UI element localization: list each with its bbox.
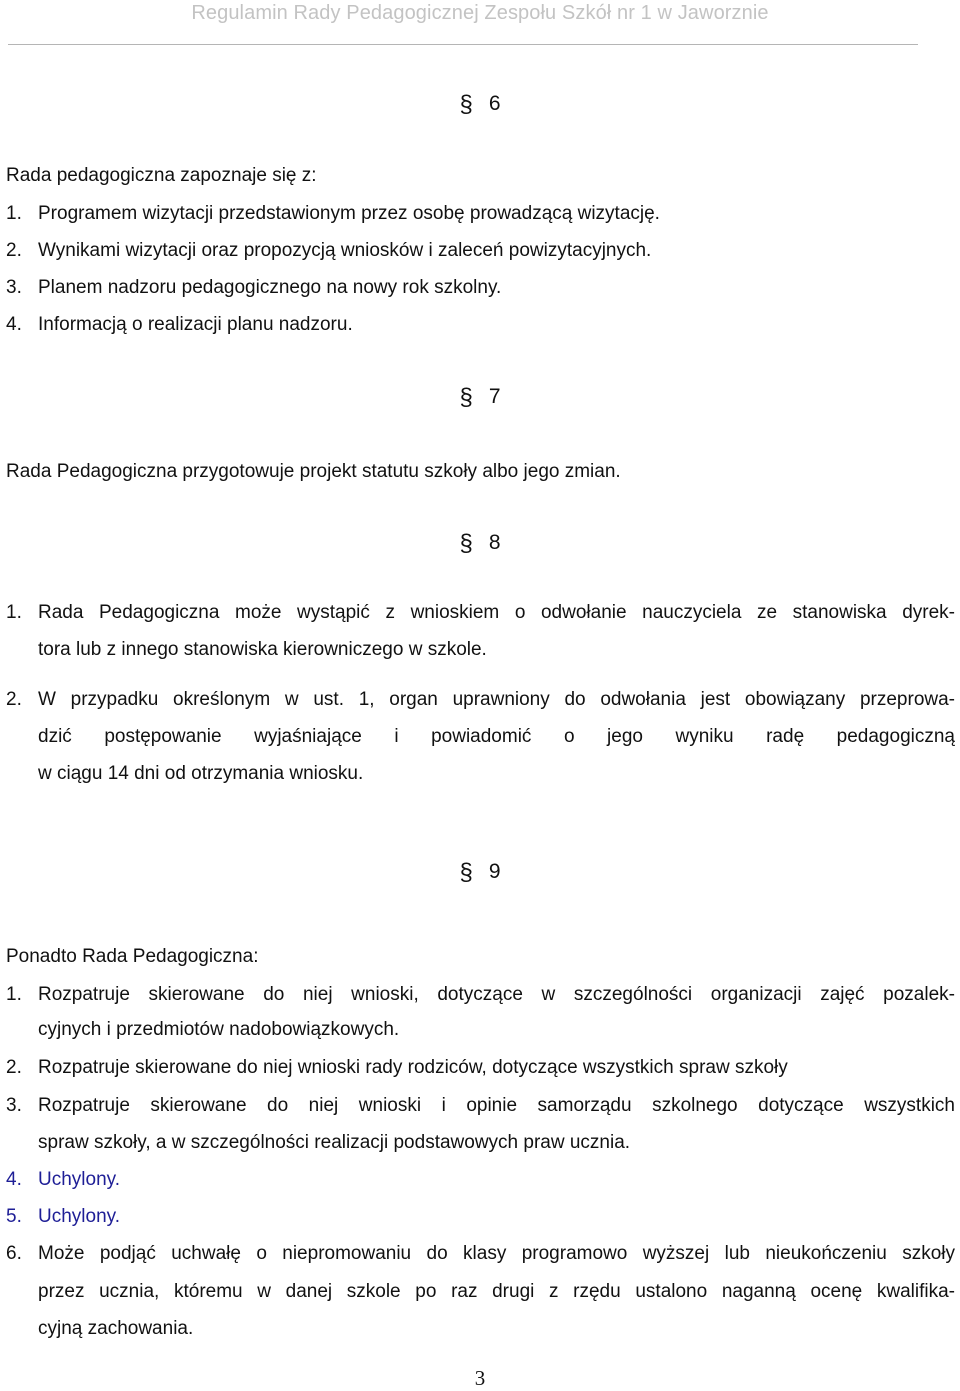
- list-item-number: 4.: [6, 314, 22, 335]
- list-item-number: 1.: [6, 203, 22, 224]
- section-symbol: §: [459, 859, 473, 886]
- list-item-text: cyjną zachowania.: [38, 1318, 194, 1339]
- section-6-intro: Rada pedagogiczna zapoznaje się z:: [6, 165, 317, 186]
- list-item-text: dzić postępowanie wyjaśniające i powiadomić o jego wyniku radę pedagogiczną: [38, 726, 955, 747]
- list-item-text: Wynikami wizytacji oraz propozycją wniosków i zaleceń powizytacyjnych.: [38, 240, 652, 261]
- list-item-text: w ciągu 14 dni od otrzymania wniosku.: [38, 763, 364, 784]
- list-item-number: 2.: [6, 1057, 22, 1078]
- list-item-text: Informacją o realizacji planu nadzoru.: [38, 314, 353, 335]
- running-header: Regulamin Rady Pedagogicznej Zespołu Szkół nr 1 w Jaworznie: [191, 2, 769, 24]
- list-item-text: Rozpatruje skierowane do niej wnioski, dotyczące w szczególności organizacji zajęć pozalek-: [38, 984, 955, 1005]
- section-8-heading: [0, 531, 960, 556]
- list-item-text: Rozpatruje skierowane do niej wnioski rady rodziców, dotyczące wszystkich spraw szkoły: [38, 1057, 788, 1078]
- list-item-text: Planem nadzoru pedagogicznego na nowy rok szkolny.: [38, 277, 502, 298]
- section-6-heading: [0, 92, 960, 117]
- list-item-text: Uchylony.: [38, 1169, 121, 1190]
- section-number: 7: [488, 385, 501, 408]
- section-7-text: Rada Pedagogiczna przygotowuje projekt statutu szkoły albo jego zmian.: [6, 461, 621, 482]
- list-item-text: cyjnych i przedmiotów nadobowiązkowych.: [38, 1019, 400, 1040]
- section-symbol: §: [459, 91, 473, 118]
- section-7-heading: [0, 385, 960, 410]
- list-item-number: 3.: [6, 1095, 22, 1116]
- list-item-text: Może podjąć uchwałę o niepromowaniu do klasy programowo wyższej lub nieukończeniu szkoły: [38, 1243, 955, 1264]
- page-number: 3: [474, 1366, 486, 1390]
- list-item-text: Uchylony.: [38, 1206, 121, 1227]
- section-9-intro: Ponadto Rada Pedagogiczna:: [6, 946, 259, 967]
- section-9-heading: [0, 860, 960, 885]
- list-item-text: przez ucznia, któremu w danej szkole po raz drugi z rzędu ustalono naganną ocenę kwalifika-: [38, 1281, 955, 1302]
- list-item-text: tora lub z innego stanowiska kierowniczego w szkole.: [38, 639, 487, 660]
- list-item-number: 2.: [6, 240, 22, 261]
- list-item-number: 2.: [6, 689, 22, 710]
- list-item-number: 4.: [6, 1169, 22, 1190]
- header-divider: [8, 44, 918, 45]
- section-symbol: §: [459, 530, 473, 557]
- list-item-text: W przypadku określonym w ust. 1, organ uprawniony do odwołania jest obowiązany przeprowa-: [38, 689, 955, 710]
- list-item-number: 3.: [6, 277, 22, 298]
- list-item-number: 1.: [6, 984, 22, 1005]
- list-item-number: 5.: [6, 1206, 22, 1227]
- list-item-text: Rada Pedagogiczna może wystąpić z wnioskiem o odwołanie nauczyciela ze stanowiska dyrek-: [38, 602, 955, 623]
- section-number: 6: [488, 92, 501, 115]
- list-item-number: 6.: [6, 1243, 22, 1264]
- list-item-text: Programem wizytacji przedstawionym przez osobę prowadzącą wizytację.: [38, 203, 660, 224]
- list-item-text: Rozpatruje skierowane do niej wnioski i opinie samorządu szkolnego dotyczące wszystkich: [38, 1095, 955, 1116]
- section-number: 9: [488, 860, 501, 883]
- list-item-number: 1.: [6, 602, 22, 623]
- section-number: 8: [488, 531, 501, 554]
- section-symbol: §: [459, 384, 473, 411]
- list-item-text: spraw szkoły, a w szczególności realizacji podstawowych praw ucznia.: [38, 1132, 631, 1153]
